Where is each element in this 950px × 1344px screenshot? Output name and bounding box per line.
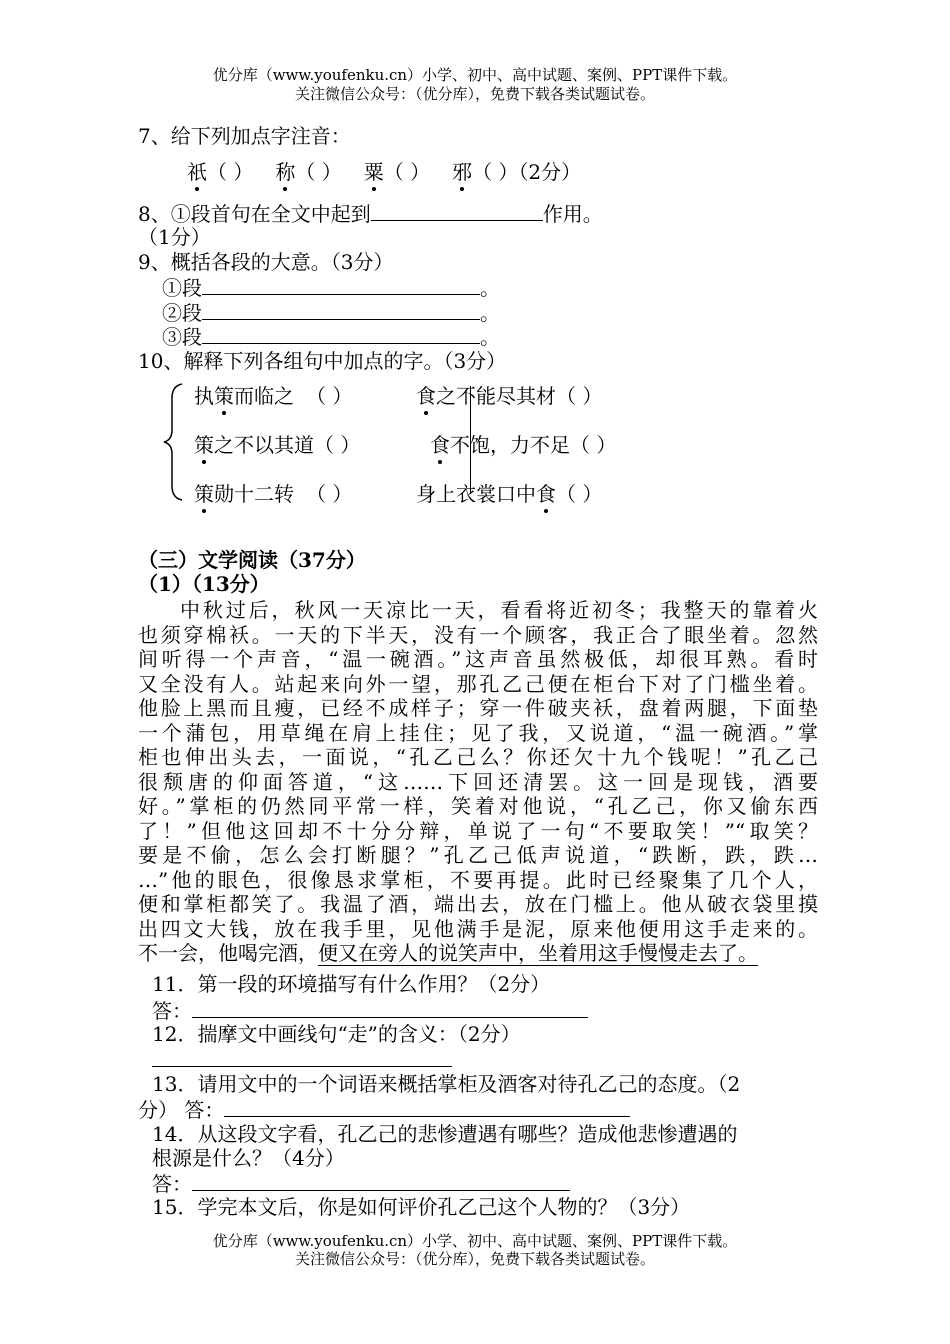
q10-dot-char: 食	[536, 482, 556, 506]
q7-item	[187, 160, 253, 184]
q15-text: 15．学完本文后，你是如何评价孔乙己这个人物的？（3分）	[152, 1195, 691, 1219]
q7-char: 粟	[363, 160, 384, 184]
q10-dot-char: 食	[430, 433, 450, 457]
q10-pre: 执	[194, 384, 214, 408]
answer-label: 答：	[152, 999, 192, 1023]
q7-paren: （ ）	[383, 160, 431, 184]
q7-char: 邪	[452, 160, 473, 184]
q9-item-label: ③段	[162, 325, 202, 349]
q9-item	[162, 299, 500, 325]
passage-line: 柜也伸出头去，一面说，“孔乙己么？你还欠十九个钱呢！”孔乙己	[138, 745, 818, 769]
q10-paren: （ ）	[570, 433, 617, 457]
q13-text-b: 分） 答：	[138, 1098, 225, 1122]
page-footer-line2: 关注微信公众号：（优分库），免费下载各类试题试卷。	[294, 1250, 655, 1268]
q7-paren: （ ）	[472, 160, 519, 184]
q14-answer	[152, 1170, 570, 1196]
q10-post: 之不能尽其材	[436, 384, 556, 408]
q9-blank[interactable]	[202, 274, 480, 295]
passage-line: 间听得一个声音，“温一碗酒。”这声音虽然极低，却很耳熟。看时	[138, 647, 818, 671]
q9-end: 。	[480, 276, 500, 300]
passage-line: 中秋过后，秋风一天凉比一天，看看将近初冬；我整天的靠着火	[180, 598, 818, 622]
section3-title: （三）文学阅读（37分）	[138, 548, 366, 572]
passage-line: 他脸上黑而且瘦，已经不成样子；穿一件破夹袄，盘着两腿，下面垫	[138, 696, 818, 720]
q8-text-after: 作用。	[542, 202, 603, 226]
passage-line: …”他的眼色，很像恳求掌柜，不要再提。此时已经聚集了几个人，	[138, 867, 818, 892]
q13-text-a: 13．请用文中的一个词语来概括掌柜及酒客对待孔乙己的态度。（2	[152, 1072, 741, 1096]
section3-sub: （1）（13分）	[138, 572, 270, 596]
passage-line: 又全没有人。站起来向外一望，那孔乙己便在柜台下对了门槛坐着。	[138, 671, 818, 696]
q10-left-item	[194, 384, 352, 408]
q10-paren: （ ）	[556, 384, 603, 408]
passage-line-last	[138, 941, 818, 966]
q13-blank[interactable]	[224, 1096, 630, 1117]
answer-label: 答：	[152, 1172, 192, 1196]
q10-post: 勋十二转	[214, 482, 294, 506]
passage-line: 出四文大钱，放在我手里，见他满手是泥，原来他便用这手走来的。	[138, 916, 818, 941]
q10-dot-char: 食	[416, 384, 436, 408]
passage-line: 一个蒲包，用草绳在肩上挂住；见了我，又说道，“温一碗酒。”掌	[138, 720, 818, 745]
q10-right-item	[416, 384, 602, 408]
q10-dot-char: 策	[194, 433, 214, 457]
q14-blank[interactable]	[192, 1170, 570, 1191]
q10-right-item	[430, 433, 616, 457]
q9-item-label: ②段	[162, 301, 202, 325]
q10-paren: （ ）	[306, 482, 353, 506]
q9-item	[162, 274, 500, 300]
passage-underlined-sentence: 便又在旁人的说笑声中，坐着用这手慢慢走去了。	[318, 941, 758, 965]
q7-items	[187, 160, 581, 184]
passage-line: 便和掌柜都笑了。我温了酒，端出去，放在门槛上。他从破衣袋里摸	[138, 892, 818, 916]
q7-paren: （ ）	[207, 160, 254, 184]
q12-text: 12．揣摩文中画线句“走”的含义：（2分）	[152, 1022, 521, 1046]
q9-end: 。	[480, 301, 500, 325]
q10-pre: 身上衣裳口中	[416, 482, 536, 506]
q10-dot-char: 策	[214, 384, 234, 408]
q7-title: 7、给下列加点字注音：	[138, 124, 351, 148]
q14-text-b: 根源是什么？（4分）	[152, 1146, 345, 1170]
q10-right-item	[416, 482, 602, 506]
q12-blank[interactable]	[152, 1066, 452, 1067]
passage-line: 也须穿棉袄。一天的下半天，没有一个顾客，我正合了眼坐着。忽然	[138, 622, 818, 647]
page-header-line2: 关注微信公众号：（优分库），免费下载各类试题试卷。	[294, 85, 655, 103]
q9-blank[interactable]	[202, 323, 480, 344]
q7-char: 祇	[187, 160, 207, 184]
q8-score: （1分）	[138, 225, 211, 249]
q8-blank[interactable]	[371, 200, 543, 221]
q11-text: 11．第一段的环境描写有什么作用？（2分）	[152, 972, 551, 996]
page-footer-line1: 优分库（www.youfenku.cn）小学、初中、高中试题、案例、PPT课件下载。	[212, 1232, 738, 1250]
passage-line: 好。”掌柜的仍然同平常一样，笑着对他说，“孔乙己，你又偷东西	[138, 794, 818, 818]
q7-item	[275, 160, 341, 184]
page-header-line1: 优分库（www.youfenku.cn）小学、初中、高中试题、案例、PPT课件下载。	[212, 66, 738, 84]
q10-paren: （ ）	[556, 482, 603, 506]
q10-paren: （ ）	[306, 384, 353, 408]
q8-text: 8、①段首句在全文中起到	[138, 202, 371, 226]
q10-left-item	[194, 482, 352, 506]
q7-paren: （ ）	[295, 160, 342, 184]
passage-last-plain: 不一会，他喝完酒，	[138, 941, 318, 965]
q10-dot-char: 策	[194, 482, 214, 506]
q7-score: （2分）	[518, 160, 582, 184]
q14-text-a: 14．从这段文字看，孔乙己的悲惨遭遇有哪些？造成他悲惨遭遇的	[152, 1122, 738, 1146]
q10-paren: （ ）	[314, 433, 361, 457]
q10-post: 而临之	[234, 384, 294, 408]
q10-post: 之不以其道	[214, 433, 314, 457]
q9-end: 。	[480, 325, 500, 349]
q10-title: 10、解释下列各组句中加点的字。（3分）	[138, 349, 507, 373]
passage-line: 很颓唐的仰面答道，“这……下回还清罢。这一回是现钱，酒要	[138, 769, 818, 794]
q11-answer	[152, 997, 588, 1023]
brace-icon	[160, 382, 190, 502]
q8-line	[138, 200, 603, 226]
q7-char: 称	[275, 160, 296, 184]
passage-line: 要是不偷，怎么会打断腿？”孔乙己低声说道，“跌断，跌，跌…	[138, 843, 818, 867]
q13-answer	[138, 1096, 630, 1122]
reading-passage	[138, 598, 818, 966]
q11-blank[interactable]	[192, 997, 588, 1018]
q7-item	[452, 160, 518, 184]
q9-blank[interactable]	[202, 299, 480, 320]
passage-line: 了！”但他这回却不十分分辩，单说了一句“不要取笑！”“取笑？	[138, 818, 818, 843]
q9-title: 9、概括各段的大意。（3分）	[138, 250, 394, 274]
q10-post: 不饱，力不足	[450, 433, 570, 457]
q10-left-item	[194, 433, 360, 457]
q7-item	[364, 160, 430, 184]
q9-item-label: ①段	[162, 276, 202, 300]
q9-item	[162, 323, 500, 349]
